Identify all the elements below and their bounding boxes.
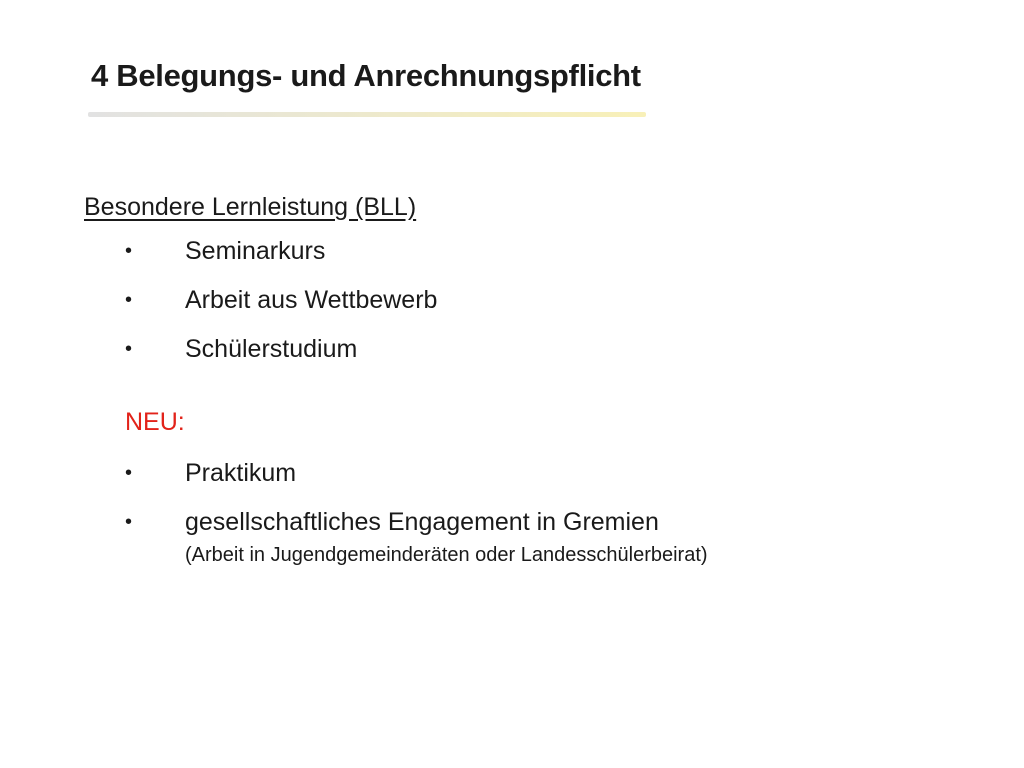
slide-title: 4 Belegungs- und Anrechnungspflicht — [91, 58, 641, 93]
section-heading: Besondere Lernleistung (BLL) — [84, 193, 417, 221]
list-item-label: Praktikum — [185, 459, 297, 487]
list-item-label: Schülerstudium — [185, 335, 358, 363]
bullet-icon: • — [125, 240, 133, 262]
list-item-label: Arbeit aus Wettbewerb — [185, 286, 438, 314]
list-item-label: gesellschaftliches Engagement in Gremien — [185, 508, 659, 536]
bullet-icon: • — [125, 338, 133, 360]
bullet-icon: • — [125, 511, 133, 533]
bullet-icon: • — [125, 462, 133, 484]
title-underline-rule — [88, 112, 646, 117]
list-item-label: Seminarkurs — [185, 237, 326, 265]
bullet-icon: • — [125, 289, 133, 311]
new-label: NEU: — [125, 408, 185, 436]
list-item-note: (Arbeit in Jugendgemeinderäten oder Landesschülerbeirat) — [185, 544, 708, 566]
